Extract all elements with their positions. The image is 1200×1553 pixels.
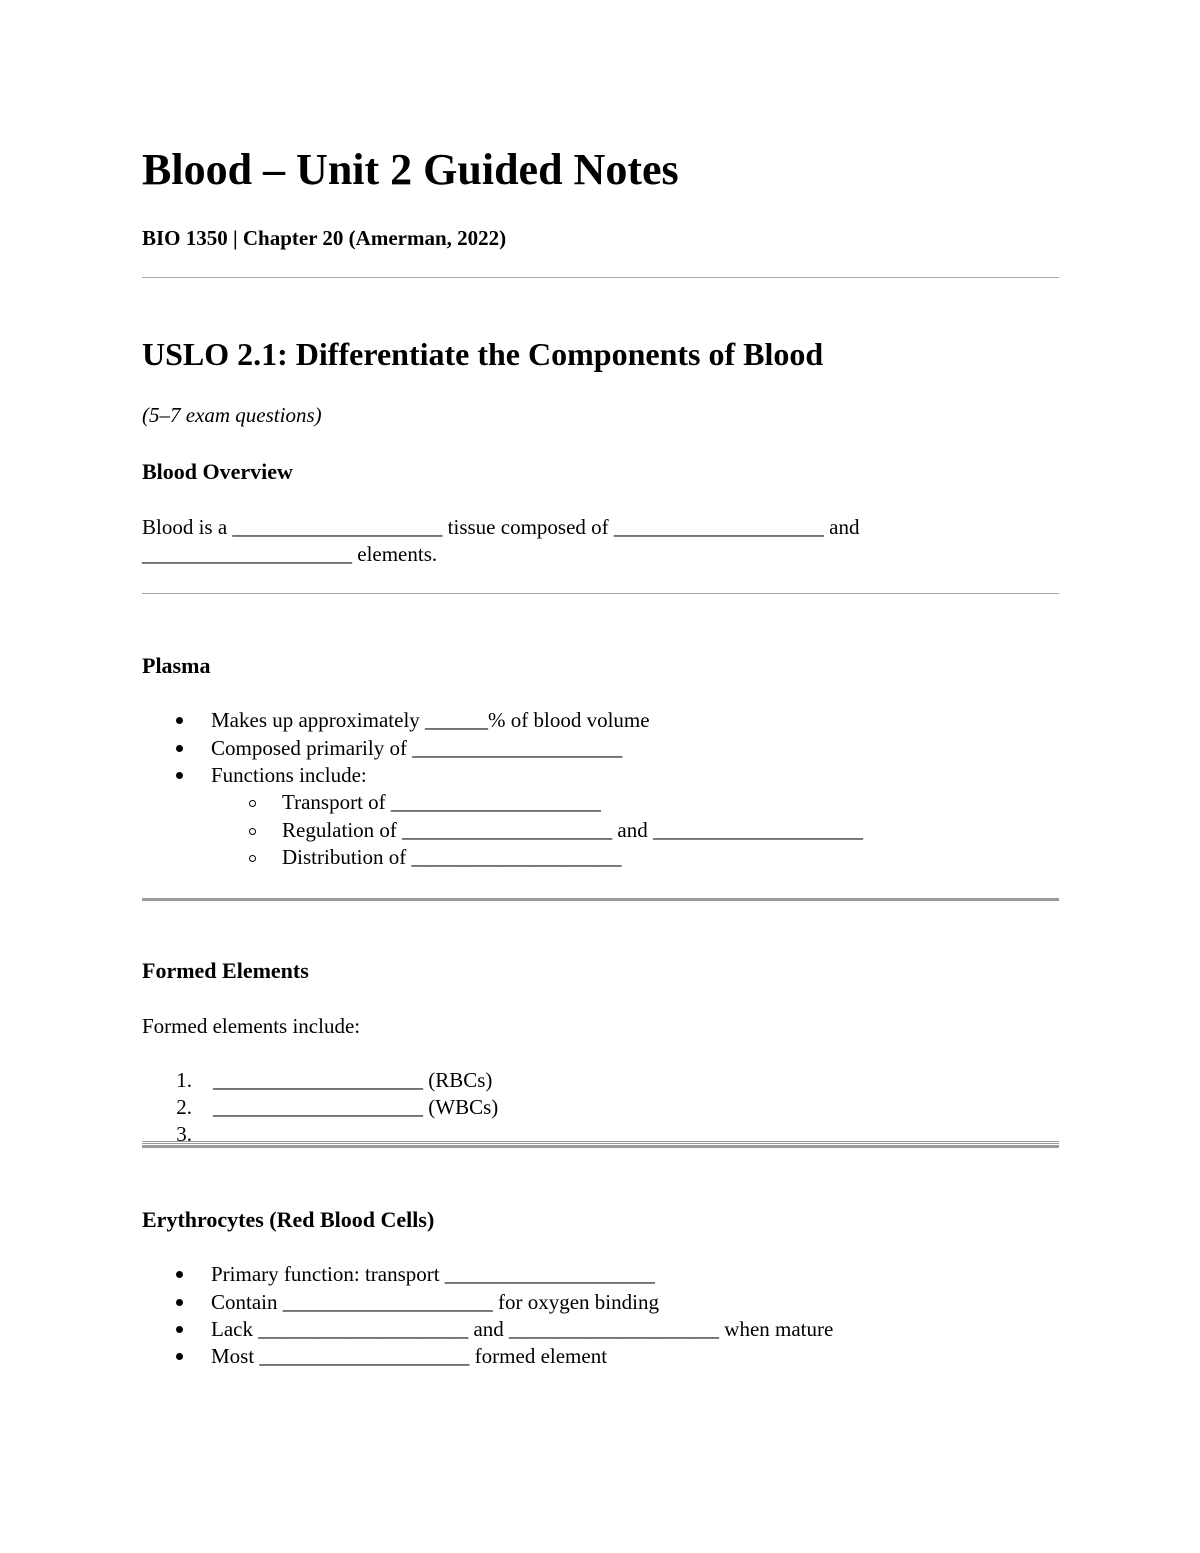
sub-list-item-text: Regulation of ____________________ and ____________________: [282, 818, 863, 842]
formed-elements-intro: Formed elements include:: [142, 1014, 361, 1038]
sub-list-item-text: Transport of ____________________: [282, 790, 601, 814]
divider: [142, 1141, 1059, 1144]
list-item-text: Primary function: transport ____________________: [211, 1262, 655, 1286]
divider: [142, 1145, 1059, 1148]
exam-questions-note: (5–7 exam questions): [142, 403, 322, 427]
bullet-icon: [176, 717, 183, 724]
item-text: ____________________ (WBCs): [213, 1095, 499, 1119]
bullet-icon: [176, 1271, 183, 1278]
bullet-icon: [176, 772, 183, 779]
sub-list-item-text: Distribution of ____________________: [282, 845, 622, 869]
hollow-bullet-icon: [249, 855, 256, 862]
divider: [142, 593, 1059, 594]
bullet-icon: [176, 745, 183, 752]
blood-overview-heading: Blood Overview: [142, 459, 293, 484]
document-title: Blood – Unit 2 Guided Notes: [142, 145, 679, 194]
list-item-text: Makes up approximately ______% of blood volume: [211, 708, 650, 732]
item-number: 2.: [176, 1095, 192, 1119]
list-item-text: Functions include:: [211, 763, 367, 787]
list-item-text: Lack ____________________ and ____________________ when mature: [211, 1317, 834, 1341]
list-item-text: Composed primarily of ____________________: [211, 736, 623, 760]
item-number: 3.: [176, 1122, 192, 1146]
document-subtitle: BIO 1350 | Chapter 20 (Amerman, 2022): [142, 226, 507, 250]
divider: [142, 898, 1059, 901]
formed-elements-heading: Formed Elements: [142, 958, 309, 983]
erythrocytes-heading: Erythrocytes (Red Blood Cells): [142, 1207, 435, 1232]
bullet-icon: [176, 1299, 183, 1306]
uslo-heading: USLO 2.1: Differentiate the Components of Blood: [142, 336, 824, 372]
item-text: ____________________ (RBCs): [213, 1068, 493, 1092]
divider: [142, 277, 1059, 278]
overview-line-1: Blood is a ____________________ tissue composed of ____________________ and: [142, 515, 860, 539]
bullet-icon: [176, 1326, 183, 1333]
list-item-text: Contain ____________________ for oxygen binding: [211, 1290, 659, 1314]
overview-line-2: ____________________ elements.: [142, 542, 438, 566]
hollow-bullet-icon: [249, 828, 256, 835]
item-number: 1.: [176, 1068, 192, 1092]
list-item-text: Most ____________________ formed element: [211, 1344, 608, 1368]
bullet-icon: [176, 1353, 183, 1360]
hollow-bullet-icon: [249, 800, 256, 807]
plasma-heading: Plasma: [142, 653, 211, 678]
